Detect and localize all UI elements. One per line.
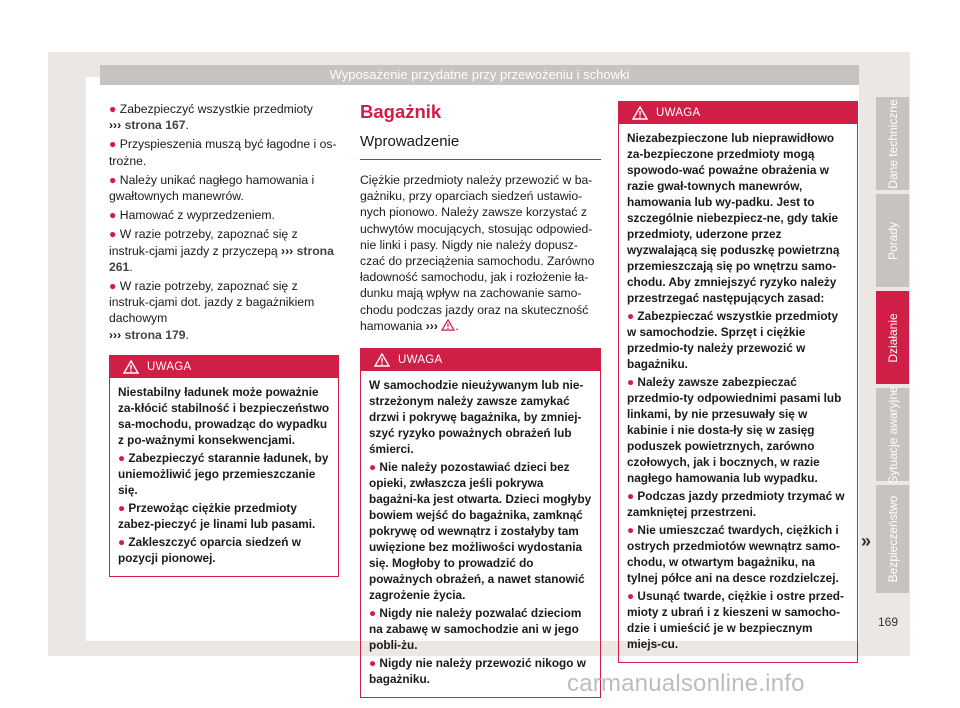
bullet-icon: ● bbox=[109, 279, 117, 294]
bullet-icon: ● bbox=[369, 460, 377, 475]
list-item-text: Zabezpieczyć wszystkie przedmioty bbox=[119, 102, 313, 116]
intro-paragraph: Ciężkie przedmioty należy przewozić w ba-gażniku, przy oparciach siedzeń ustawio-nych pionowo. Należy zawsze korzystać z uchwytów mocujących, stosując odpowied-nie linki i pasy. Nigdy nie należy dopusz-czać do przeciążenia samochodu. Zarówno ładowność samochodu, jak i rozłożenie ła-dunku mają wpływ na zachowanie samo-chodu podczas jazdy oraz na skuteczność hamowania ››› . bbox=[360, 173, 595, 333]
list-item-text: W razie potrzeby, zapoznać się z instruk-cjami dot. jazdy z bagażnikiem dachowym bbox=[109, 279, 315, 326]
warning-body bbox=[361, 371, 600, 697]
warning-item bbox=[369, 459, 592, 603]
list-item bbox=[109, 207, 339, 223]
warning-triangle-icon bbox=[632, 106, 648, 120]
watermark: carmanualsonline.info bbox=[567, 670, 805, 697]
warning-item bbox=[369, 655, 592, 687]
bullet-icon: ● bbox=[627, 489, 635, 503]
warning-triangle-icon[interactable] bbox=[441, 319, 455, 331]
warning-intro: Niezabezpieczone lub nieprawidłowo za-bezpieczone przedmioty mogą spowodo-wać poważne obrażenia w razie gwał-townych manewrów, hamowania lub wy-padku. Jest to szczególnie niebezpiecz-ne, gdy takie przedmioty, uderzone przez wyzwalającą się poduszkę powietrzną przemieszczają się po wnętrzu samo-chodu. Aby zmniejszyć ryzyko należy przestrzegać następujących zasad: bbox=[627, 131, 840, 305]
warning-label: UWAGA bbox=[398, 353, 443, 366]
bullet-icon: ● bbox=[109, 227, 117, 242]
warning-item-text: Zakleszczyć oparcia siedzeń w pozycji pionowej. bbox=[118, 534, 301, 565]
warning-box bbox=[360, 348, 601, 698]
warning-item bbox=[627, 488, 849, 520]
warning-label: UWAGA bbox=[656, 106, 701, 119]
warning-body bbox=[110, 378, 338, 576]
warning-item bbox=[369, 605, 592, 653]
section-subtitle: Wprowadzenie bbox=[360, 133, 601, 160]
bullet-icon: ● bbox=[627, 309, 635, 323]
page-reference-link[interactable]: strona 261 bbox=[109, 243, 334, 274]
warning-item bbox=[118, 500, 330, 532]
triple-chevron-icon: ››› bbox=[425, 318, 438, 333]
warning-item bbox=[118, 534, 330, 566]
warning-item bbox=[627, 308, 849, 372]
warning-header bbox=[619, 102, 857, 124]
list-item: ● Zabezpieczyć wszystkie przedmioty ››› strona 167. bbox=[109, 102, 313, 133]
warning-triangle-icon bbox=[123, 360, 139, 374]
bullet-icon: ● bbox=[109, 102, 117, 116]
bullet-icon: ● bbox=[118, 500, 126, 515]
tab-dzialanie[interactable] bbox=[876, 291, 909, 384]
warning-intro: W samochodzie nieużywanym lub nie-strzeżonym należy zawsze zamykać drzwi i pokrywę bagażnika, by zmniej-szyć ryzyko poważnych obrażeń lub śmierci. bbox=[369, 378, 584, 457]
warning-item bbox=[627, 522, 849, 586]
tab-label: Porady bbox=[885, 221, 900, 260]
warning-box bbox=[618, 101, 858, 663]
list-item bbox=[109, 172, 339, 204]
warning-triangle-icon bbox=[374, 353, 390, 367]
tab-dane-techniczne[interactable] bbox=[876, 97, 909, 190]
list-item-text: Hamować z wyprzedzeniem. bbox=[119, 208, 275, 223]
warning-intro: Niestabilny ładunek może poważnie za-kłócić stabilność i bezpieczeństwo sa-mochodu, prowadząc do wypadku z po-ważnymi konsekwencjami. bbox=[118, 384, 330, 447]
warning-body bbox=[619, 124, 857, 662]
bullet-icon: ● bbox=[627, 523, 635, 537]
bullet-icon: ● bbox=[118, 450, 126, 465]
warning-box bbox=[109, 355, 339, 577]
tab-bezpieczenstwo[interactable] bbox=[876, 485, 909, 593]
bullet-icon: ● bbox=[109, 137, 117, 152]
warning-item-text: Zabezpieczyć starannie ładunek, by uniemożliwić jego przemieszczanie się. bbox=[118, 450, 329, 497]
page-reference-link[interactable]: strona 179 bbox=[124, 327, 186, 342]
bullet-icon: ● bbox=[369, 656, 377, 671]
bullet-icon: ● bbox=[627, 375, 635, 389]
warning-item-text: Podczas jazdy przedmioty trzymać w zamkniętej przestrzeni. bbox=[627, 489, 845, 519]
list-item: ● W razie potrzeby, zapoznać się z instruk-cjami jazdy z przyczepą ››› strona 261. bbox=[109, 227, 334, 274]
warning-header bbox=[361, 349, 600, 371]
tab-porady[interactable] bbox=[876, 194, 909, 287]
column-right bbox=[618, 101, 858, 663]
warning-item-text: Przewożąc ciężkie przedmioty zabez-pieczyć je linami lub pasami. bbox=[118, 500, 316, 531]
list-item-text: Przyspieszenia muszą być łagodne i os-trożne. bbox=[109, 137, 337, 168]
warning-item-text: Nie należy pozostawiać dzieci bez opieki, zwłaszcza jeśli pokrywa bagażni-ka jest otwarta. Dzieci mogłyby bowiem wejść do bagażnika, zamknąć pokrywę od wewnątrz i zostałyby tam uwięzione bez możliwości wydostania się. Mogłoby to prowadzić do poważnych obrażeń, a nawet stanowić zagrożenie życia. bbox=[369, 460, 592, 603]
warning-item bbox=[627, 588, 849, 652]
bullet-icon: ● bbox=[109, 172, 117, 187]
warning-item bbox=[627, 374, 849, 486]
tab-label: Sytuacje awaryjne bbox=[885, 385, 900, 484]
list-item: ● W razie potrzeby, zapoznać się z instruk-cjami dot. jazdy z bagażnikiem dachowym ››› strona 179. bbox=[109, 279, 315, 342]
warning-item bbox=[118, 450, 330, 498]
chapter-tabs bbox=[876, 97, 909, 597]
list-item bbox=[109, 136, 339, 168]
warning-item-text: Nie umieszczać twardych, ciężkich i ostrych przedmiotów wewnątrz samo-chodu, w otwartym bagażniku, na tylnej półce ani na desce rozdzielczej. bbox=[627, 523, 841, 585]
triple-chevron-icon: ››› bbox=[281, 243, 294, 258]
warning-item-text: Należy zawsze zabezpieczać przedmio-ty odpowiednimi pasami lub linkami, by nie przesuwały się w kabinie i nie dosta-ły się w zasięg poduszek powietrznych, zarówno czołowych, jak i bocznych, w razie nagłego hamowania lub wypadku. bbox=[627, 375, 842, 485]
continued-marker: » bbox=[861, 531, 872, 551]
list-item-text: W razie potrzeby, zapoznać się z instruk-cjami jazdy z przyczepą bbox=[109, 227, 298, 258]
column-middle bbox=[360, 101, 601, 698]
column-left bbox=[109, 101, 339, 577]
warning-label: UWAGA bbox=[147, 360, 192, 373]
warning-item-text: Nigdy nie należy przewozić nikogo w bagażniku. bbox=[369, 656, 586, 687]
paragraph-text: Ciężkie przedmioty należy przewozić w ba-gażniku, przy oparciach siedzeń ustawio-nych pionowo. Należy zawsze korzystać z uchwytów mocujących, stosując odpowied-nie linki i pasy. Nigdy nie należy dopusz-czać do przeciążenia samochodu. Zarówno ładowność samochodu, jak i rozłożenie ła-dunku mają wpływ na zachowanie samo-chodu podczas jazdy oraz na skuteczność hamowania bbox=[360, 173, 595, 333]
tab-label: Bezpieczeństwo bbox=[885, 495, 900, 583]
warning-header bbox=[110, 356, 338, 378]
triple-chevron-icon: ››› bbox=[109, 327, 122, 342]
section-title: Bagażnik bbox=[360, 101, 442, 122]
warning-item-text: Nigdy nie należy pozwalać dzieciom na zabawę w samochodzie ani w jego pobli-żu. bbox=[369, 606, 582, 653]
page-number: 169 bbox=[878, 615, 899, 629]
bullet-icon: ● bbox=[118, 534, 126, 549]
section-header: Wyposażenie przydatne przy przewożeniu i schowki bbox=[100, 65, 859, 85]
triple-chevron-icon: ››› bbox=[109, 118, 122, 133]
bullet-icon: ● bbox=[627, 589, 635, 603]
list-item-text: Należy unikać nagłego hamowania i gwałtownych manewrów. bbox=[109, 172, 315, 204]
warning-item-text: Zabezpieczać wszystkie przedmioty w samochodzie. Sprzęt i ciężkie przedmio-ty należy przewozić w bagażniku. bbox=[627, 309, 839, 371]
warning-item-text: Usunąć twarde, ciężkie i ostre przed-mioty z ubrań i z kieszeni w samocho-dzie i umieścić je w bezpiecznym miejs-cu. bbox=[627, 589, 844, 651]
page-reference-link[interactable]: strona 167 bbox=[124, 118, 186, 133]
bullet-icon: ● bbox=[369, 606, 377, 621]
tab-label: Działanie bbox=[885, 312, 900, 363]
bullet-icon: ● bbox=[109, 208, 117, 223]
tab-sytuacje-awaryjne[interactable] bbox=[876, 385, 909, 484]
tab-label: Dane techniczne bbox=[885, 98, 900, 189]
